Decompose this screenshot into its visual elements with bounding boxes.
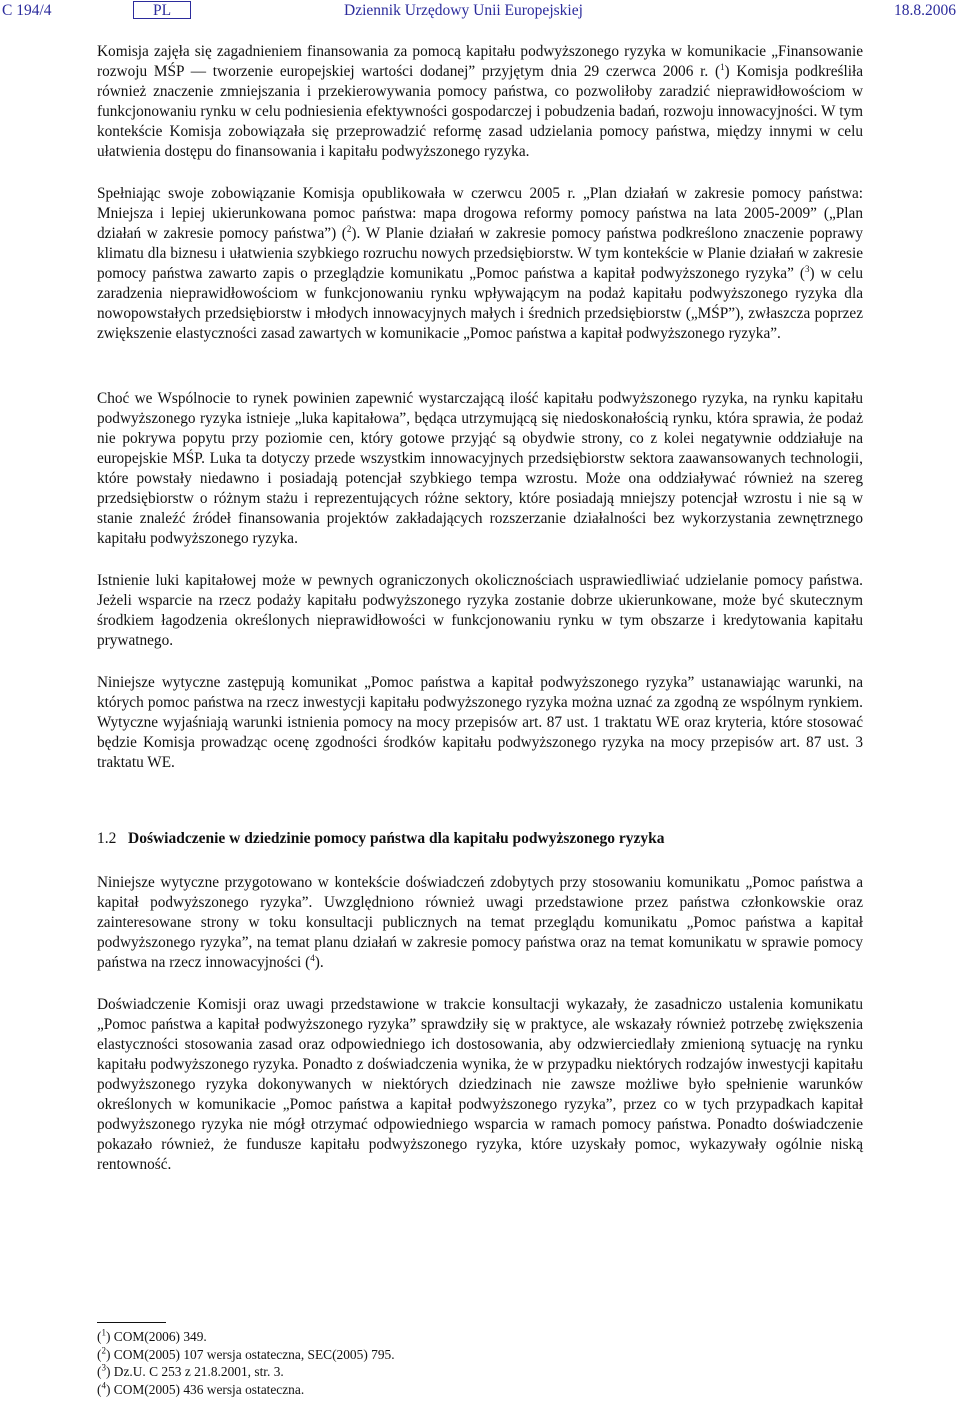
paragraph-text: Niniejsze wytyczne zastępują komunikat „Pomoc państwa a kapitał podwyższonego ryzyka” ustanawiając warunki, na których pomoc państwa na rzecz inwestycji kapitału podwyższonego ryzyka można uznać za zgodną ze wspólnym rynkiem. Wytyczne wyjaśniają warunki istnienia pomocy na mocy przepisów art. 87 ust. 1 traktatu WE oraz kryteria, które stosować będzie Komisja prowadząc ocenę zgodności środków kapitału podwyższonego ryzyka na mocy przepisów art. 87 ust. 3 traktatu WE. bbox=[97, 674, 863, 771]
paragraph-text: ) w celu zaradzenia nieprawidłowościom w funkcjonowaniu rynku wpływającym na podaż kapitału podwyższonego ryzyka dla nowopowstałych przedsiębiorstw i młodych innowacyjnych małych i średnich przedsiębiorstw („MŚP”), zwłaszcza poprzez zwiększenie elastyczności zasad zawartych w komunikacie „Pomoc państwa a kapitał podwyższonego ryzyka”. bbox=[97, 265, 863, 342]
footnote-mark: 1 bbox=[101, 1327, 106, 1338]
section-paragraph-2 bbox=[97, 995, 863, 1175]
paragraph-text: ). W Planie działań w zakresie pomocy państwa podkreślono znaczenie poprawy klimatu dla biznesu i ułatwienia szybkiego rozruchu nowych przedsiębiorstw. W tym kontekście w Planie działań w zakresie pomocy państwa zawarto zapis o przeglądzie komunikatu „Pomoc państwa a kapitał podwyższonego ryzyka” ( bbox=[97, 225, 863, 282]
section-heading bbox=[97, 829, 863, 849]
document-body bbox=[97, 42, 863, 1175]
footnote-mark: 3 bbox=[101, 1362, 106, 1373]
paragraph-5 bbox=[97, 673, 863, 773]
paragraph-text: Choć we Wspólnocie to rynek powinien zapewnić wystarczającą ilość kapitału podwyższonego ryzyka, na rynku kapitału podwyższonego ryzyka istnieje „luka kapitałowa”, będąca utrzymującą się niedoskonałością rynku, która sprawia, że podaż nie pokrywa popytu przy poziomie cen, który gotowe przyjąć są obydwie strony, co z kolei negatywnie oddziałuje na europejskie MŚP. Luka ta dotyczy przede wszystkim innowacyjnych przedsiębiorstw sektora zaawansowanych technologii, które powstały niedawno i posiadają potencjał szybkiego tempa wzrostu. Może ona oddziaływać również na szereg przedsiębiorstw o różnym stażu i reprezentujących różne sektory, które posiadają mniejszy potencjał wzrostu i nie są w stanie znaleźć źródeł finansowania projektów zakładających rozszerzanie działalności bez wykorzystania zewnętrznego kapitału podwyższonego ryzyka. bbox=[97, 390, 863, 547]
footnote-ref: 4 bbox=[310, 952, 315, 963]
paragraph-text: Doświadczenie Komisji oraz uwagi przedstawione w trakcie konsultacji wykazały, że zasadniczo ustalenia komunikatu „Pomoc państwa a kapitał podwyższonego ryzyka” sprawdziły się w praktyce, ale wskazały również potrzebę zwiększenia elastyczności stosowania zasad oraz odpowiedniego ich dostosowania, aby odzwierciedlały zmienioną sytuację na rynku kapitału podwyższonego ryzyka. Ponadto z doświadczenia wynika, że w przypadku niektórych rodzajów inwestycji kapitału podwyższonego ryzyka dokonywanych w niektórych dziedzinach nie zawsze możliwe było spełnienie warunków określonych w komunikacie „Pomoc państwa a kapitał podwyższonego ryzyka”, przez co w tych przypadkach kapitał podwyższonego ryzyka nie mógł otrzymać odpowiedniego wsparcia w ramach pomocy państwa. Ponadto doświadczenie pokazało również, że fundusze kapitału podwyższonego ryzyka, które uzyskały pomoc, wykazywały ogólnie niską rentowność. bbox=[97, 996, 863, 1173]
section-paragraph-1 bbox=[97, 873, 863, 973]
footnote-item: ($^2$) COM(2005) 107 wersja ostateczna, SEC(2005) 795. bbox=[97, 1345, 395, 1362]
footnote-text: Dz.U. C 253 z 21.8.2001, str. 3. bbox=[113, 1364, 284, 1379]
paragraph-3 bbox=[97, 389, 863, 549]
paragraph-text: Spełniając swoje zobowiązanie Komisja opublikowała w czerwcu 2005 r. „Plan działań w zakresie pomocy państwa: Mniejsza i lepiej ukierunkowana pomoc państwa: mapa drogowa reformy pomocy państwa na lata 2005-2009” („Plan działań w zakresie pomocy państwa”) ( bbox=[97, 185, 863, 242]
footnote-text: COM(2006) 349. bbox=[113, 1329, 207, 1344]
paragraph-4 bbox=[97, 571, 863, 651]
paragraph-2 bbox=[97, 184, 863, 344]
footnote-text: COM(2005) 436 wersja ostateczna. bbox=[113, 1381, 305, 1397]
footnote-item: ($^4$) COM(2005) 436 wersja ostateczna. bbox=[97, 1380, 305, 1397]
publication-date: 18.8.2006 bbox=[894, 2, 956, 19]
page-reference: C 194/4 bbox=[2, 2, 52, 19]
paragraph-text: ). bbox=[314, 954, 324, 971]
paragraph-text: Niniejsze wytyczne przygotowano w kontekście doświadczeń zdobytych przy stosowaniu komunikatu „Pomoc państwa a kapitał podwyższonego ryzyka”. Uwzględniono również uwagi przedstawione przez państwa członkowskie oraz zainteresowane strony w toku konsultacji publicznych na temat przeglądu komunikatu „Pomoc państwa a kapitał podwyższonego ryzyka”, na temat planu działań w zakresie pomocy państwa oraz na temat komunikatu w sprawie pomocy państwa na rzecz innowacyjności ( bbox=[97, 874, 863, 971]
footnote-mark: 2 bbox=[101, 1345, 106, 1356]
paragraph-text: Komisja zajęła się zagadnieniem finansowania za pomocą kapitału podwyższonego ryzyka w komunikacie „Finansowanie rozwoju MŚP — tworzenie europejskiej wartości dodanej” przyjętym dnia 29 czerwca 2006 r. ( bbox=[97, 43, 863, 80]
paragraph-text: Istnienie luki kapitałowej może w pewnych ograniczonych okolicznościach usprawiedliwiać udzielanie pomocy państwa. Jeżeli wsparcie na rzecz podaży kapitału podwyższonego ryzyka zostanie dobrze ukierunkowane, może być skutecznym środkiem łagodzenia określonych nieprawidłowości w funkcjonowaniu rynku w tym obszarze i kredytowania kapitału prywatnego. bbox=[97, 572, 863, 649]
footnote-mark: 4 bbox=[101, 1380, 106, 1391]
footnote-ref: 2 bbox=[346, 223, 352, 234]
footnotes bbox=[97, 1328, 863, 1398]
footnote-item: ($^1$) COM(2006) 349. bbox=[97, 1327, 207, 1344]
footnote-ref: 3 bbox=[804, 263, 810, 274]
footnote-divider bbox=[97, 1322, 166, 1323]
paragraph-1 bbox=[97, 42, 863, 162]
section-number: 1.2 bbox=[97, 830, 117, 847]
language-badge: PL bbox=[133, 1, 191, 19]
page-header bbox=[0, 0, 960, 24]
footnote-text: COM(2005) 107 wersja ostateczna, SEC(2005) 795. bbox=[113, 1346, 395, 1362]
journal-title: Dziennik Urzędowy Unii Europejskiej bbox=[344, 2, 583, 19]
paragraph-text: ) Komisja podkreśliła również znaczenie zmniejszania i przekierowywania pomocy państwa, co pozwoliłoby zaradzić nieprawidłowościom w funkcjonowaniu rynku w celu podniesienia efektywności gospodarczej i pobudzenia badań, rozwoju innowacyjności. W tym kontekście Komisja zobowiązała się przeprowadzić reformę zasad udzielania pomocy państwa, między innymi w celu ułatwienia dostępu do finansowania i kapitału podwyższonego ryzyka. bbox=[97, 63, 863, 160]
footnote-ref: 1 bbox=[720, 61, 725, 72]
footnote-item: ($^3$) Dz.U. C 253 z 21.8.2001, str. 3. bbox=[97, 1362, 284, 1379]
section-title: Doświadczenie w dziedzinie pomocy państwa dla kapitału podwyższonego ryzyka bbox=[128, 830, 665, 847]
